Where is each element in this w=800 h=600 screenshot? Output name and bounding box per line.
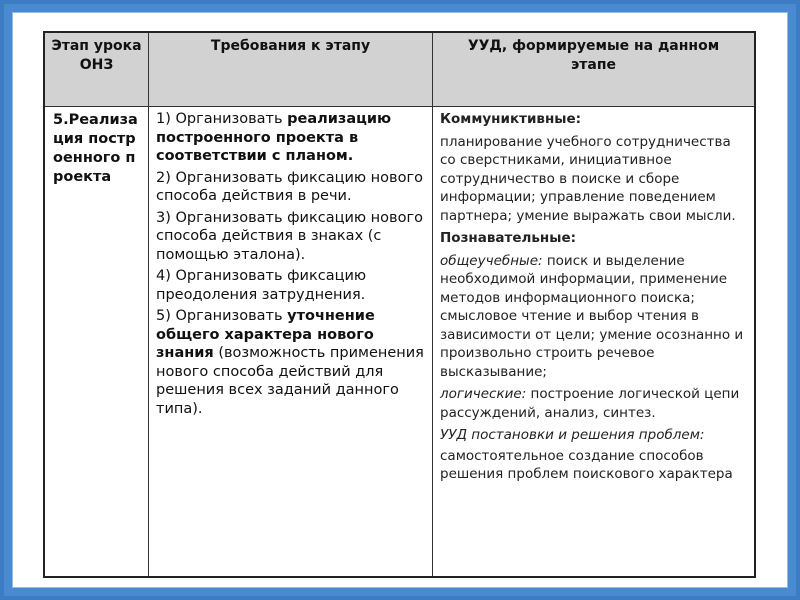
problem-skills-title: УУД постановки и решения проблем:: [440, 427, 705, 443]
general-skills-text: поиск и выделение необходимой информации, применение методов информационного поиска; смысловое чтение и выбор чтения в зависимости от цели; умение осознанно и произвольно строить речевое высказывание;: [440, 252, 744, 380]
general-skills: [440, 252, 748, 382]
lesson-table: [43, 31, 756, 578]
requirement-number: 5): [156, 308, 171, 324]
requirement-text: Организовать фиксацию нового способа действия в речи.: [156, 169, 423, 204]
logical-skills-label: логические:: [440, 386, 527, 402]
requirement-text: Организовать: [175, 308, 288, 324]
logical-skills: [440, 385, 748, 422]
cognitive-title: Познавательные:: [440, 230, 577, 246]
uud-cell: [433, 107, 754, 576]
requirement-text: Организовать фиксацию нового способа действия в знаках (с помощью эталона).: [156, 209, 423, 263]
requirement-text: Организовать фиксацию преодоления затруднения.: [156, 268, 367, 303]
requirement-number: 1): [156, 111, 171, 127]
requirement-item: [156, 209, 426, 265]
header-stage: Этап урока ОНЗ: [45, 33, 148, 106]
requirement-bold-text: реализацию построенного проекта в соответствии с планом.: [156, 111, 392, 164]
stage-text: 5.Реализация построенного проекта: [53, 112, 138, 185]
requirement-number: 3): [156, 209, 171, 226]
requirement-bold-text: уточнение общего характера нового знания: [156, 308, 375, 361]
logical-skills-text: построение логической цепи рассуждений, анализ, синтез.: [440, 386, 740, 421]
requirement-number: 2): [156, 169, 171, 186]
requirement-item: [156, 267, 426, 304]
general-skills-label: общеучебные:: [440, 252, 543, 269]
communicative-text: планирование учебного сотрудничества со сверстниками, инициативное сотрудничество в поиске и сборе информации; управление поведением партнера; умение выражать свои мысли.: [440, 133, 736, 224]
requirements-cell: [149, 107, 432, 576]
stage-cell: [45, 107, 148, 576]
requirement-text: Организовать: [175, 111, 288, 127]
requirement-item: [156, 110, 426, 166]
requirement-item: [156, 307, 426, 418]
problem-skills-text: самостоятельное создание способов решения проблем поискового характера: [440, 447, 733, 482]
requirement-number: 4): [156, 268, 171, 284]
header-requirements: Требования к этапу: [149, 33, 432, 106]
communicative-title: Коммуниктивные:: [440, 111, 582, 127]
requirement-item: [156, 169, 426, 206]
header-uud: УУД, формируемые на данном этапе: [433, 33, 754, 106]
requirement-text-tail: (возможность применения нового способа действий для решения всех заданий данного типа).: [156, 345, 424, 417]
